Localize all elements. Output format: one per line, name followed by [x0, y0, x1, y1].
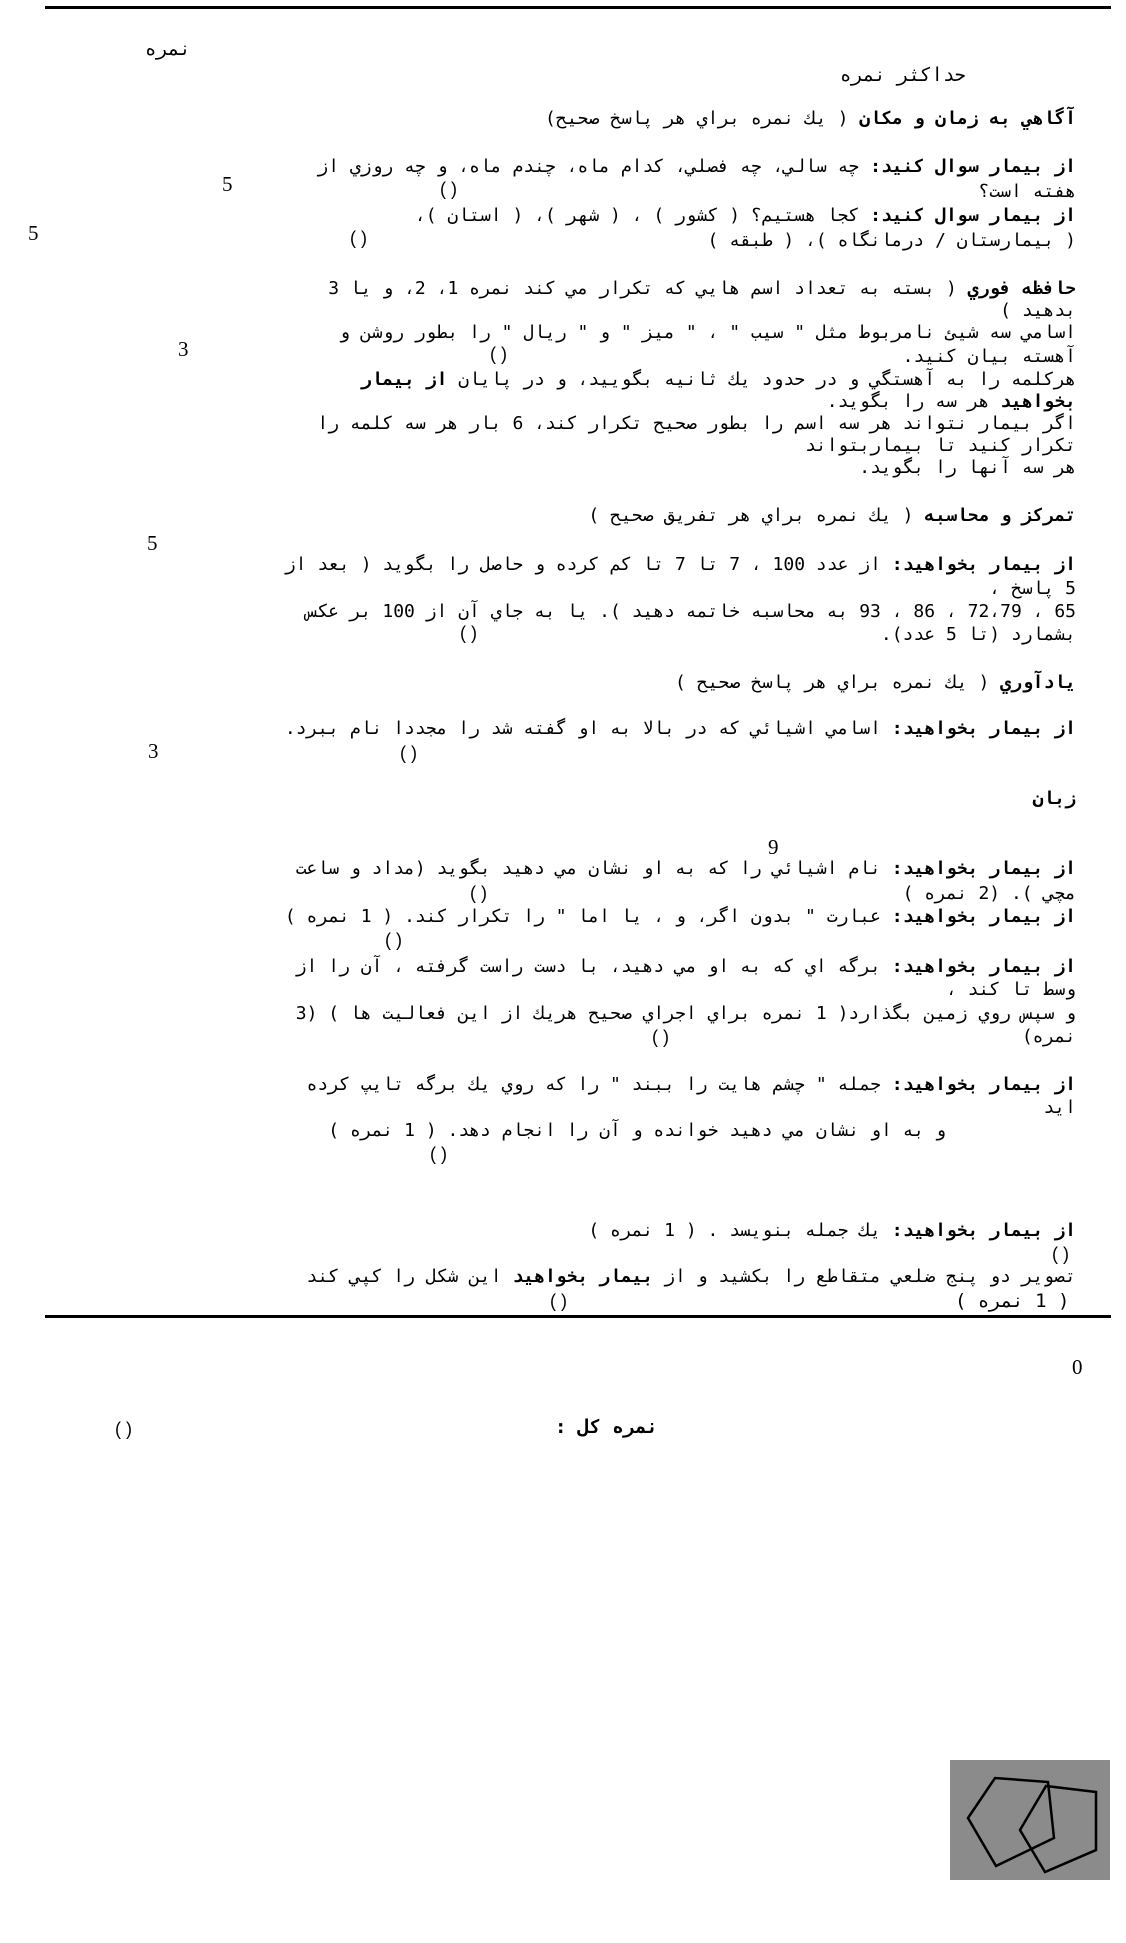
registration-line2: بدهيد ) — [1000, 300, 1076, 321]
language-item4-line2: ايد — [1043, 1097, 1076, 1118]
registration-blank: ( ) — [490, 344, 507, 364]
registration-line6: بخواهيد هر سه را بگويد. — [826, 391, 1076, 412]
language-item1-line2: مچي ). (2 نمره ) — [902, 883, 1076, 904]
score-heading: نمره — [145, 38, 191, 60]
language-item3-line4: نمره) — [1021, 1026, 1076, 1047]
language-item2: از بيمار بخواهيد: عبارت " بدون اگر، و ، يا اما " را تکرار کند. ( 1 نمره ) — [284, 906, 1076, 927]
recall-heading: يادآوري ( يك نمره براي هر پاسخ صحيح ) — [675, 672, 1076, 693]
orientation-q1-blank: ( ) — [440, 179, 457, 199]
language-item6: تصوير دو پنج ضلعي متقاطع را بکشيد و از بيمار بخواهيد اين شکل را کپي کند — [306, 1266, 1076, 1287]
recall-blank: ( ) — [400, 743, 417, 763]
orientation-q1-line2: هفته است؟ — [978, 181, 1076, 202]
language-item6-points: ( 1 نمره ) — [955, 1290, 1070, 1312]
attention-max: 5 — [147, 531, 158, 555]
language-item3: از بيمار بخواهيد: برگه اي که به او مي دهيد، با دست راست گرفته ، آن را از — [295, 956, 1076, 977]
recall-line1: از بيمار بخواهيد: اسامي اشيائي که در بالا به او گفته شد را مجددا نام ببرد. — [284, 718, 1076, 739]
top-rule — [45, 6, 1111, 9]
recall-max: 3 — [148, 739, 159, 763]
language-item4-line3: و به او نشان مي دهيد خوانده و آن را انجام دهد. ( 1 نمره ) — [328, 1120, 946, 1141]
registration-line4: آهسته بيان کنيد. — [902, 346, 1076, 367]
total-score-label: نمره کل : — [555, 1416, 658, 1438]
registration-line9: هر سه آنها را بگويد. — [859, 457, 1076, 478]
language-item5: از بيمار بخواهيد: يك جمله بنويسد . ( 1 نمره ) — [588, 1220, 1076, 1241]
registration-max: 3 — [178, 337, 189, 361]
orientation-q2-line2: ( بيمارستان / درمانگاه )، ( طبقه ) — [707, 230, 1076, 251]
orientation-q2: از بيمار سوال کنيد: کجا هستيم؟ ( کشور ) ، ( شهر )، ( استان )، — [414, 205, 1076, 226]
orientation-q1-max: 5 — [222, 172, 233, 196]
language-item3-line2: وسط تا کند ، — [945, 979, 1076, 1000]
orientation-q2-blank: ( ) — [350, 228, 367, 248]
registration-line8: تکرار کنيد تا بيماربتواند — [805, 435, 1076, 456]
attention-line2: 5 پاسخ ، — [989, 578, 1076, 599]
registration-heading: حافظه فوري ( بسته به تعداد اسم هايي که تکرار مي کند نمره 1، 2، و يا 3 — [328, 278, 1076, 299]
attention-line3: 65 ، 72،79 ، 86 ، 93 به محاسبه خاتمه دهيد ). يا به جاي آن از 100 بر عکس — [306, 601, 1076, 622]
language-item4-blank: ( ) — [430, 1144, 447, 1164]
orientation-q2-max: 5 — [28, 221, 39, 245]
pentagons-icon — [950, 1760, 1110, 1880]
max-score-heading: حداکثر نمره — [840, 64, 966, 86]
footer-zero: 0 — [1072, 1355, 1083, 1379]
language-item2-blank: ( ) — [385, 930, 402, 950]
language-item3-line3: و سپس روي زمين بگذارد( 1 نمره براي اجراي صحيح هريك از اين فعاليت ها ) (3 — [295, 1003, 1076, 1024]
attention-heading: تمرکز و محاسبه ( يك نمره براي هر تفريق صحيح ) — [588, 505, 1076, 526]
attention-line4: بشمارد (تا 5 عدد). — [880, 624, 1076, 645]
registration-line5: هرکلمه را به آهستگي و در حدود يك ثانيه بگوييد، و در پايان از بيمار — [360, 369, 1076, 390]
attention-line1: از بيمار بخواهيد: از عدد 100 ، 7 تا 7 تا کم کرده و حاصل را بگويد ( بعد از — [284, 554, 1076, 575]
language-max: 9 — [768, 835, 779, 859]
language-item6-blank: ( ) — [550, 1291, 567, 1311]
language-item1: از بيمار بخواهيد: نام اشيائي را که به او نشان مي دهيد بگويد (مداد و ساعت — [295, 858, 1076, 879]
intersecting-pentagons-drawing — [950, 1760, 1110, 1880]
total-score-blank: ( ) — [115, 1419, 132, 1439]
bottom-rule — [45, 1315, 1111, 1318]
orientation-q1: از بيمار سوال کنيد: چه سالي، چه فصلي، کدام ماه، چندم ماه، و چه روزي از — [317, 156, 1076, 177]
language-heading: زبان — [1032, 788, 1076, 809]
language-item1-blank: ( ) — [470, 883, 487, 903]
registration-line3: اسامي سه شيئ نامربوط مثل " سيب " ، " ميز " و " ريال " را بطور روشن و — [339, 322, 1076, 343]
registration-line7: اگر بيمار نتواند هر سه اسم را بطور صحيح تکرار کند، 6 بار هر سه کلمه را — [317, 413, 1076, 434]
language-item4: از بيمار بخواهيد: جمله " چشم هايت را ببند " را که روي يك برگه تايپ کرده — [306, 1074, 1076, 1095]
attention-blank: ( ) — [460, 623, 477, 643]
language-item5-blank: ( ) — [1052, 1244, 1069, 1264]
orientation-heading: آگاهي به زمان و مکان ( يك نمره براي هر پاسخ صحيح) — [544, 108, 1076, 129]
language-item3-blank: ( ) — [652, 1027, 669, 1047]
